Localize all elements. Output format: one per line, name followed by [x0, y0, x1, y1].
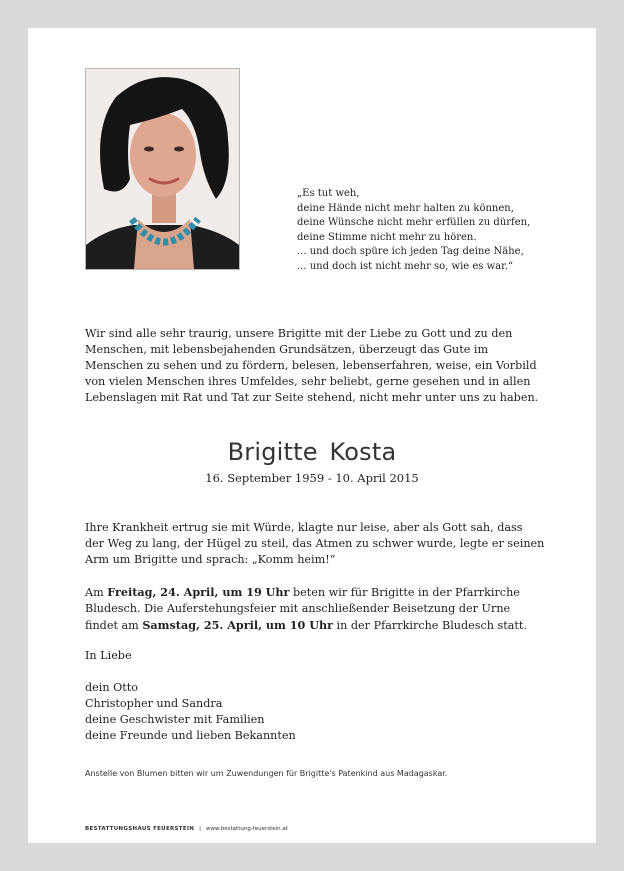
funeral-text: in der Pfarrkirche Bludesch statt. — [333, 619, 527, 632]
poem-line: deine Stimme nicht mehr zu hören. — [297, 231, 477, 243]
footer-separator: | — [199, 826, 202, 832]
funeral-home-name: BESTATTUNGSHAUS FEUERSTEIN — [85, 826, 195, 832]
mourner: Christopher und Sandra — [85, 697, 223, 710]
funeral-paragraph — [85, 584, 545, 634]
website-link[interactable]: www.bestattung-feuerstein.at — [206, 826, 288, 832]
closing-line: In Liebe — [85, 649, 132, 662]
mourner: deine Geschwister mit Familien — [85, 713, 265, 726]
deceased-name: Brigitte Kosta — [227, 438, 397, 466]
footer — [85, 826, 288, 832]
poem — [297, 187, 567, 274]
funeral-text: beten wir für Brigitte in der Pfarrkirche Bludesch. Die Auferstehungsfeier mit anschließender Beisetzung der Urne findet am — [85, 586, 520, 632]
portrait-photo — [85, 68, 240, 270]
life-dates: 16. September 1959 - 10. April 2015 — [205, 471, 419, 485]
intro-paragraph: Wir sind alle sehr traurig, unsere Brigitte mit der Liebe zu Gott und zu den Menschen, mit lebensbejahenden Grundsätzen, überzeugt das Gute im Menschen zu sehen und zu fördern, belesen, lebenserfahren, weise, ein Vorbild von vielen Menschen ihres Umfeldes, sehr beliebt, gerne gesehen und in allen Lebenslagen mit Rat und Tat zur Seite stehend, nicht mehr unter uns zu haben. — [85, 327, 539, 404]
donation-note: Anstelle von Blumen bitten wir um Zuwendungen für Brigitte's Patenkind aus Madagaskar. — [85, 769, 448, 778]
poem-line: ... und doch spüre ich jeden Tag deine Nähe, — [297, 246, 524, 257]
burial-datetime: Samstag, 25. April, um 10 Uhr — [142, 618, 333, 632]
illness-paragraph: Ihre Krankheit ertrug sie mit Würde, klagte nur leise, aber als Gott sah, dass der Weg zu lang, der Hügel zu steil, das Atmen zu schwer wurde, legte er seinen Arm um Brigitte und sprach: „Komm heim!“ — [85, 521, 545, 566]
mourner: dein Otto — [85, 681, 139, 694]
parte-sheet — [28, 28, 596, 843]
poem-line: deine Hände nicht mehr halten zu können, — [297, 202, 514, 214]
prayer-datetime: Freitag, 24. April, um 19 Uhr — [107, 585, 290, 599]
poem-line: „Es tut weh, — [297, 188, 360, 199]
funeral-text: Am — [85, 586, 108, 599]
mourner: deine Freunde und lieben Bekannten — [85, 729, 296, 742]
mourners-list — [85, 680, 545, 744]
poem-line: ... und doch ist nicht mehr so, wie es war.“ — [297, 260, 514, 272]
poem-line: deine Wünsche nicht mehr erfüllen zu dürfen, — [297, 217, 531, 228]
